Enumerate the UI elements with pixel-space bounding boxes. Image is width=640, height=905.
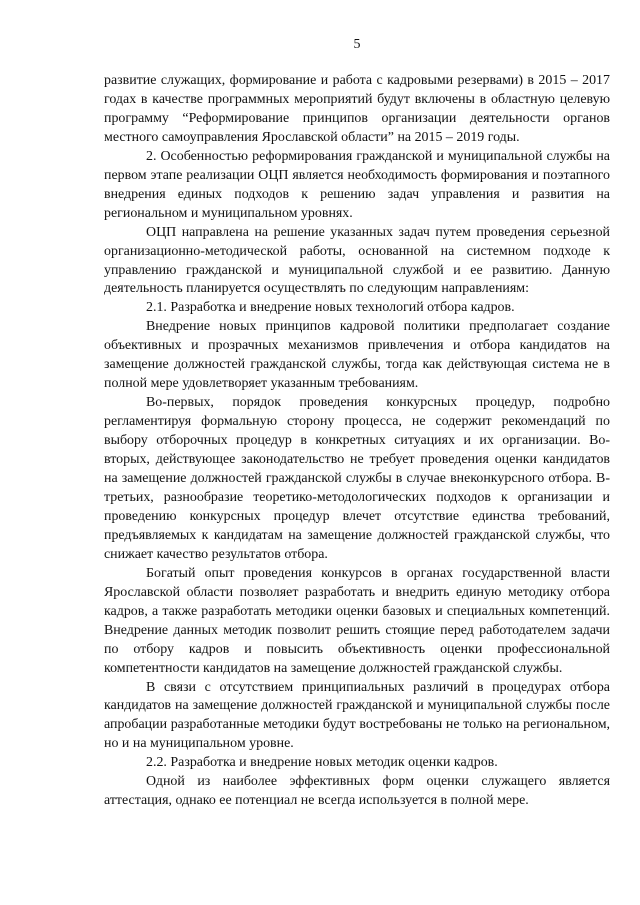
page-number: 5 — [353, 37, 361, 52]
section-heading: 2.2. Разработка и внедрение новых методик оценки кадров. — [146, 755, 498, 771]
paragraph: ОЦП направлена на решение указанных задач путем проведения серьезной организационно-методической работы, основанной на системном подходе к управлению гражданской и муниципальной службой и ее развитию. Данную деятельность планируется осуществлять по следующим направлениям: — [104, 224, 610, 297]
paragraph: Одной из наиболее эффективных форм оценки служащего является аттестация, однако ее потенциал не всегда используется в полной мере. — [104, 774, 610, 809]
paragraph: Богатый опыт проведения конкурсов в органах государственной власти Ярославской области позволяет разработать и внедрить единую методику отбора кадров, а также разработать методики оценки базовых и специальных компетенций. Внедрение данных методик позволит решить стоящие перед работодателем задачи по отбору кадров и повысить объективность оценки профессиональной компетентности кандидатов на замещение должностей гражданской службы. — [104, 565, 610, 676]
paragraph: В связи с отсутствием принципиальных различий в процедурах отбора кандидатов на замещение должностей гражданской и муниципальной службы после апробации разработанные методики будут востребованы не только на региональном, но и на муниципальном уровне. — [104, 679, 610, 752]
paragraph: 2. Особенностью реформирования гражданской и муниципальной службы на первом этапе реализации ОЦП является необходимость формирования и поэтапного внедрения единых подходов к решению задач управления и развития на региональном и муниципальном уровнях. — [104, 148, 610, 221]
paragraph: Во-первых, порядок проведения конкурсных процедур, подробно регламентируя формальную сторону процесса, не содержит рекомендаций по выбору отборочных процедур в конкретных ситуациях и их организации. Во-вторых, действующее законодательство не требует проведения оценки кандидатов на замещение должностей гражданской службы в случае внеконкурсного отбора. В-третьих, разнообразие теоретико-методологических подходов к организации и проведению конкурсных процедур влечет отсутствие единства требований, предъявляемых к кандидатам на замещение должностей гражданской службы, что снижает качество результатов отбора. — [104, 395, 610, 562]
section-heading: 2.1. Разработка и внедрение новых технологий отбора кадров. — [146, 300, 515, 316]
paragraph: развитие служащих, формирование и работа с кадровыми резервами) в 2015 – 2017 годах в качестве программных мероприятий будут включены в областную целевую программу “Реформирование принципов организации деятельности органов местного самоуправления Ярославской области” на 2015 – 2019 годы. — [104, 73, 610, 145]
paragraph: Внедрение новых принципов кадровой политики предполагает создание объективных и прозрачных механизмов привлечения и отбора кандидатов на замещение должностей гражданской службы, тогда как действующая система не в полной мере удовлетворяет указанным требованиям. — [104, 319, 610, 392]
body-text — [104, 72, 610, 811]
